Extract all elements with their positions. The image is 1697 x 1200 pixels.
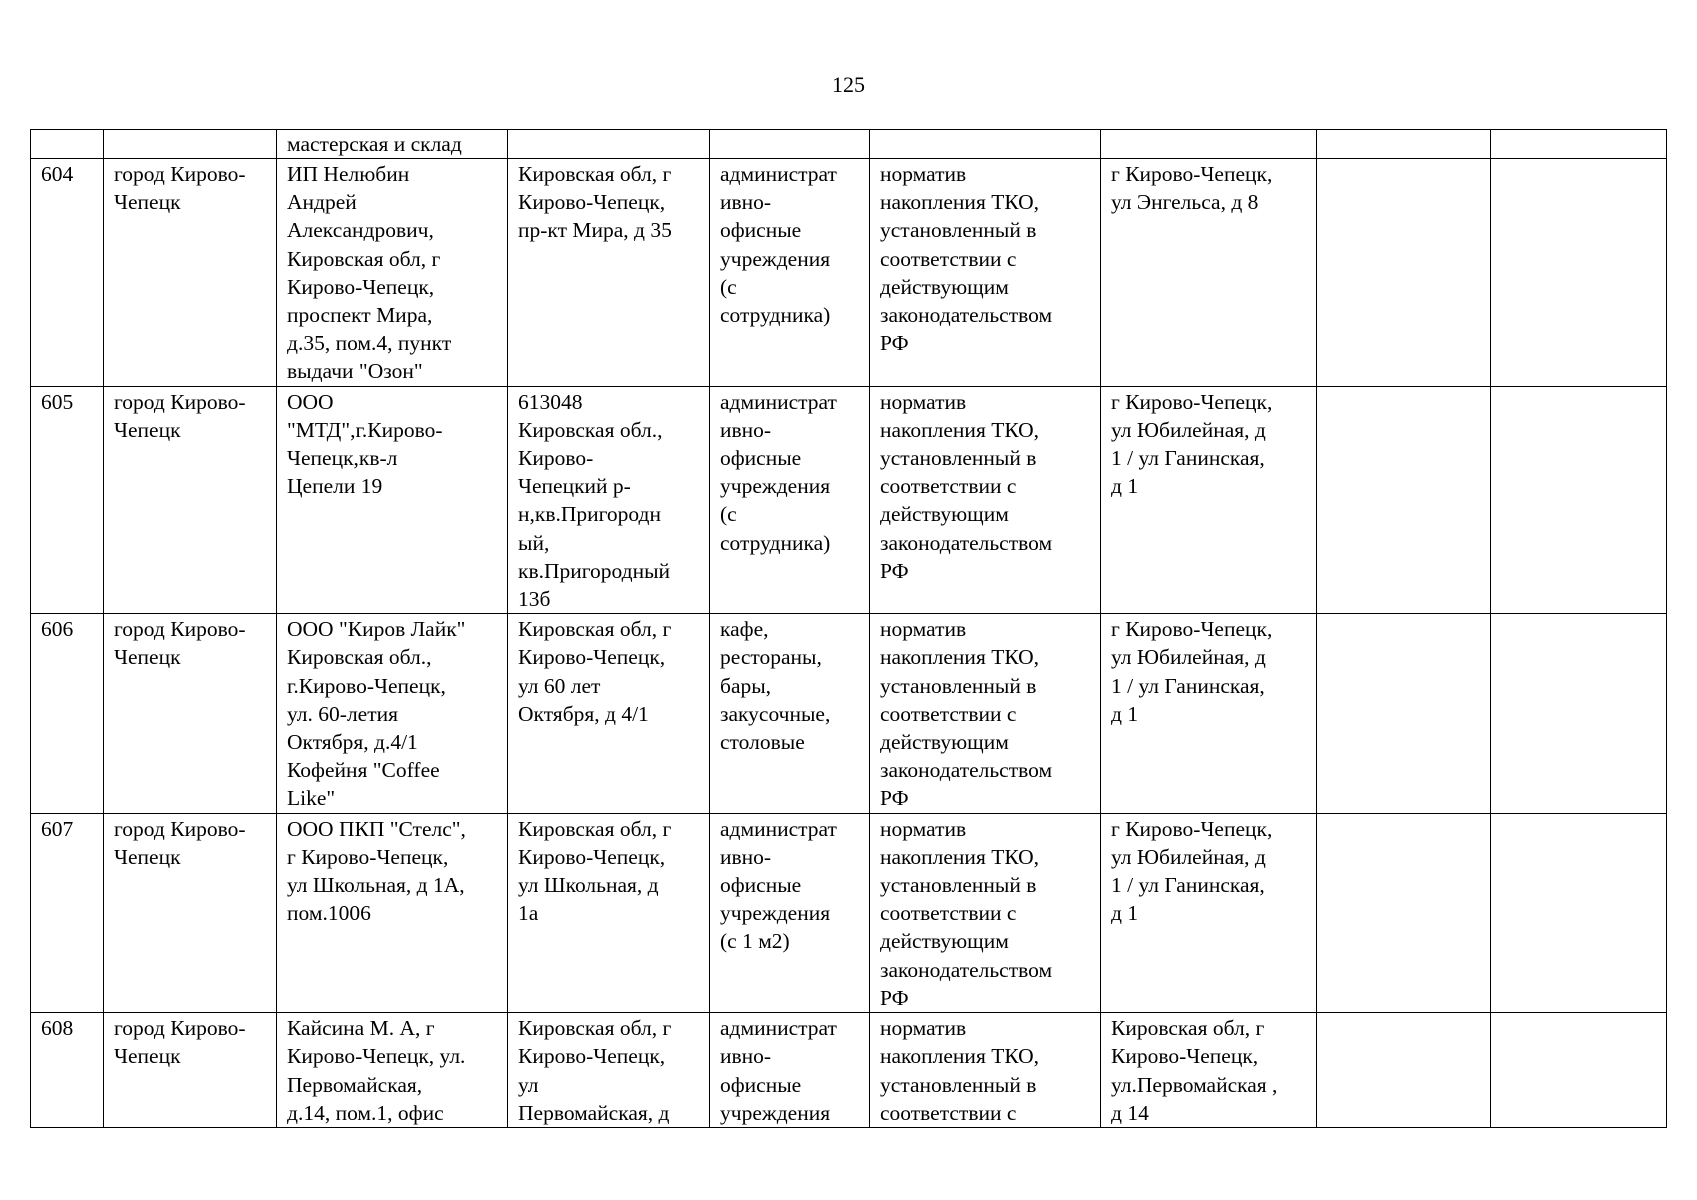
cell-settlement: город Кирово- Чепецк <box>104 386 277 614</box>
cell-address: Кировская обл, г Кирово-Чепецк, ул 60 лет Октября, д 4/1 <box>508 614 710 813</box>
registry-table <box>30 129 1667 1128</box>
cell-col9 <box>1491 130 1667 159</box>
cell-address <box>508 130 710 159</box>
cell-col8 <box>1317 159 1491 387</box>
cell-site: г Кирово-Чепецк, ул Юбилейная, д 1 / ул Ганинская, д 1 <box>1101 813 1317 1012</box>
cell-address: Кировская обл, г Кирово-Чепецк, пр-кт Мира, д 35 <box>508 159 710 387</box>
table-row-continued <box>31 130 1667 159</box>
table-row <box>31 614 1667 813</box>
cell-category: администрат ивно- офисные учреждения (с сотрудника) <box>710 386 870 614</box>
cell-col8 <box>1317 1013 1491 1128</box>
cell-site: г Кирово-Чепецк, ул Энгельса, д 8 <box>1101 159 1317 387</box>
cell-col9 <box>1491 614 1667 813</box>
table-row <box>31 1013 1667 1128</box>
cell-organization: ООО ПКП "Стелс", г Кирово-Чепецк, ул Школьная, д 1А, пом.1006 <box>277 813 508 1012</box>
cell-num: 605 <box>31 386 104 614</box>
table-row <box>31 159 1667 387</box>
cell-col9 <box>1491 1013 1667 1128</box>
cell-organization: ООО "Киров Лайк" Кировская обл., г.Кирово-Чепецк, ул. 60-летия Октября, д.4/1 Кофейня "Coffee Like" <box>277 614 508 813</box>
cell-site <box>1101 130 1317 159</box>
cell-col8 <box>1317 130 1491 159</box>
cell-settlement: город Кирово- Чепецк <box>104 1013 277 1128</box>
cell-col9 <box>1491 813 1667 1012</box>
cell-col9 <box>1491 159 1667 387</box>
cell-settlement: город Кирово- Чепецк <box>104 813 277 1012</box>
cell-num: 604 <box>31 159 104 387</box>
cell-col8 <box>1317 813 1491 1012</box>
cell-site: г Кирово-Чепецк, ул Юбилейная, д 1 / ул Ганинская, д 1 <box>1101 386 1317 614</box>
cell-organization: мастерская и склад <box>277 130 508 159</box>
cell-category <box>710 130 870 159</box>
cell-norm: норматив накопления ТКО, установленный в соответствии с действующим законодательством РФ <box>870 159 1101 387</box>
cell-settlement: город Кирово- Чепецк <box>104 614 277 813</box>
cell-site: г Кирово-Чепецк, ул Юбилейная, д 1 / ул Ганинская, д 1 <box>1101 614 1317 813</box>
table-row <box>31 813 1667 1012</box>
cell-norm: норматив накопления ТКО, установленный в соответствии с действующим законодательством РФ <box>870 386 1101 614</box>
cell-settlement: город Кирово- Чепецк <box>104 159 277 387</box>
cell-organization: ИП Нелюбин Андрей Александрович, Кировская обл, г Кирово-Чепецк, проспект Мира, д.35, пом.4, пункт выдачи "Озон" <box>277 159 508 387</box>
cell-address: Кировская обл, г Кирово-Чепецк, ул Школьная, д 1а <box>508 813 710 1012</box>
cell-norm: норматив накопления ТКО, установленный в соответствии с действующим законодательством РФ <box>870 813 1101 1012</box>
cell-organization: Кайсина М. А, г Кирово-Чепецк, ул. Первомайская, д.14, пом.1, офис <box>277 1013 508 1128</box>
cell-num: 608 <box>31 1013 104 1128</box>
cell-num <box>31 130 104 159</box>
cell-site: Кировская обл, г Кирово-Чепецк, ул.Первомайская , д 14 <box>1101 1013 1317 1128</box>
cell-num: 607 <box>31 813 104 1012</box>
cell-norm: норматив накопления ТКО, установленный в соответствии с <box>870 1013 1101 1128</box>
cell-address: Кировская обл, г Кирово-Чепецк, ул Первомайская, д <box>508 1013 710 1128</box>
cell-category: администрат ивно- офисные учреждения (с сотрудника) <box>710 159 870 387</box>
page-number: 125 <box>832 72 865 97</box>
cell-organization: ООО "МТД",г.Кирово- Чепецк,кв-л Цепели 19 <box>277 386 508 614</box>
cell-col8 <box>1317 386 1491 614</box>
cell-norm <box>870 130 1101 159</box>
cell-category: администрат ивно- офисные учреждения (с 1 м2) <box>710 813 870 1012</box>
cell-num: 606 <box>31 614 104 813</box>
table-row <box>31 386 1667 614</box>
cell-col8 <box>1317 614 1491 813</box>
cell-col9 <box>1491 386 1667 614</box>
cell-category: администрат ивно- офисные учреждения <box>710 1013 870 1128</box>
cell-settlement <box>104 130 277 159</box>
cell-address: 613048 Кировская обл., Кирово- Чепецкий р- н,кв.Пригородн ый, кв.Пригородный 13б <box>508 386 710 614</box>
cell-category: кафе, рестораны, бары, закусочные, столовые <box>710 614 870 813</box>
cell-norm: норматив накопления ТКО, установленный в соответствии с действующим законодательством РФ <box>870 614 1101 813</box>
